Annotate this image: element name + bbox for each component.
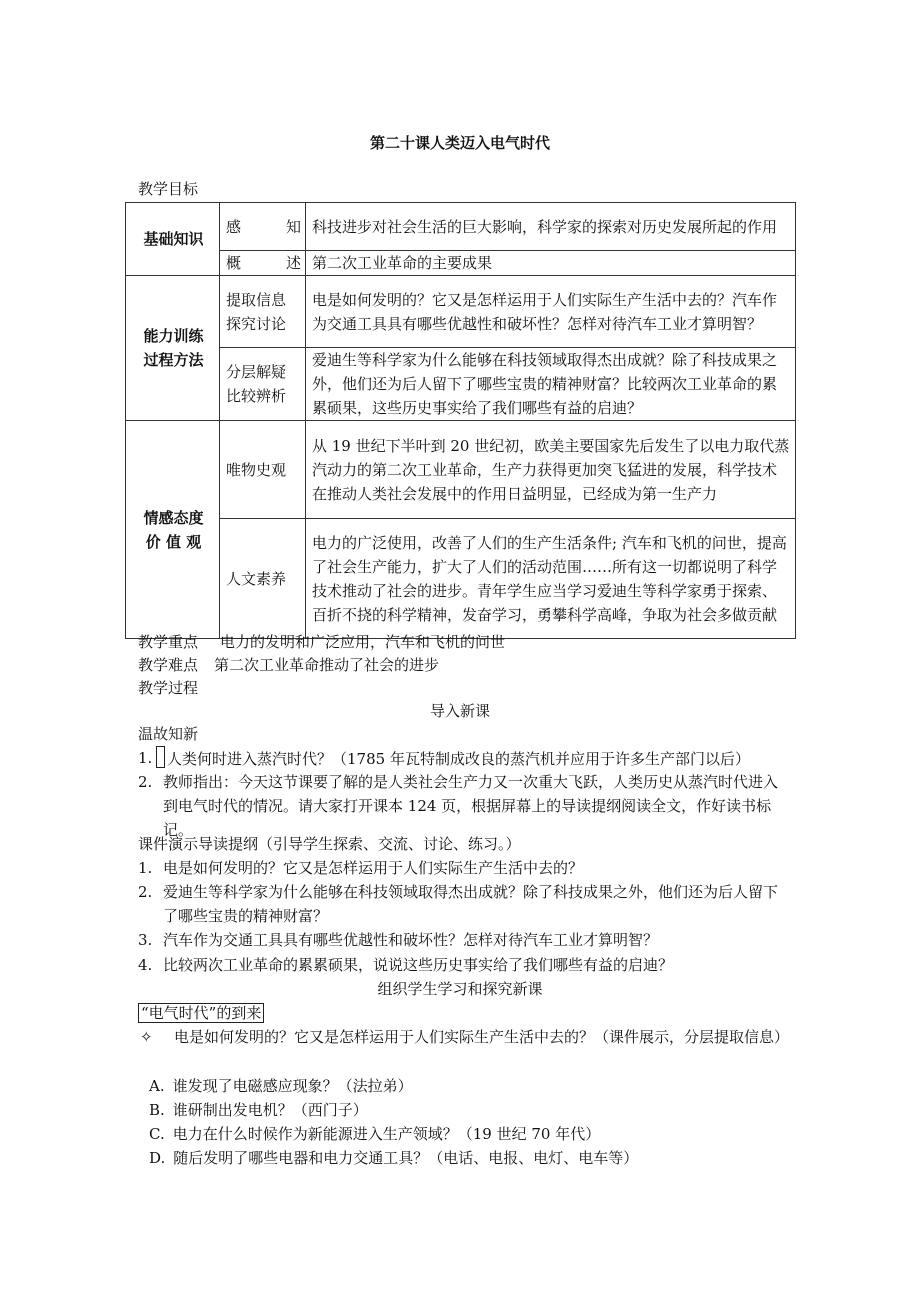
item-text: 电是如何发明的？它又是怎样运用于人们实际生产生活中去的？ [163, 859, 584, 877]
list-item [138, 928, 788, 952]
list-item [149, 1074, 413, 1098]
item-number: B. [149, 1101, 165, 1119]
category-ability [126, 276, 220, 421]
section-title: “电气时代”的到来 [138, 1003, 264, 1023]
main-question: 电是如何发明的？它又是怎样运用于人们实际生产生活中去的？（课件展示，分层提取信息） [174, 1028, 790, 1046]
item-text: 谁发现了电磁感应现象？（法拉弟） [172, 1077, 413, 1095]
list-item [138, 880, 788, 928]
item-number: 4. [138, 956, 153, 974]
item-text: 爱迪生等科学家为什么能够在科技领域取得杰出成就？除了科技成果之外，他们还为后人留下了哪些宝贵的精神财富？ [163, 883, 779, 925]
category-basic: 基础知识 [126, 203, 220, 276]
label-line: 分层解疑 [226, 363, 287, 381]
row-label: 人文素养 [220, 519, 306, 639]
list-item [138, 953, 788, 977]
category-line: 过程方法 [143, 351, 204, 369]
section-box [138, 1001, 264, 1025]
item-text: 随后发明了哪些电器和电力交通工具？（电话、电报、电灯、电车等） [173, 1149, 639, 1167]
item-number: 3. [138, 931, 153, 949]
row-label [220, 276, 306, 348]
item-number: A. [149, 1077, 165, 1095]
difficulty [138, 653, 439, 677]
key-points-label: 教学重点 [138, 633, 199, 651]
row-content: 从 19 世纪下半叶到 20 世纪初，欧美主要国家先后发生了以电力取代蒸汽动力的第二次工业革命，生产力获得更加突飞猛进的发展，科学技术在推动人类社会发展中的作用日益明显，已经成为第一生产力 [306, 421, 796, 519]
table-row [126, 519, 796, 639]
list-item [149, 1098, 368, 1122]
list-item [138, 856, 788, 880]
item-number: C. [149, 1125, 165, 1143]
item-number: D. [149, 1149, 166, 1167]
row-label [220, 348, 306, 421]
diamond-bullet-icon: ✧ [140, 1028, 153, 1046]
objectives-table [125, 202, 796, 639]
item-text: 电力在什么时候作为新能源进入生产领域？（19 世纪 70 年代） [172, 1125, 601, 1143]
list-item [138, 746, 788, 771]
label-line: 比较辨析 [226, 387, 287, 405]
category-line: 能力训练 [143, 327, 204, 345]
outline-label: 课件演示导读提纲（引导学生探索、交流、讨论、练习。） [138, 835, 521, 853]
label-line: 提取信息 [226, 290, 287, 309]
item-number: 1. [138, 859, 153, 877]
category-line: 情感态度 [143, 508, 204, 527]
table-row [126, 276, 796, 348]
item-text: 比较两次工业革命的累累硕果，说说这些历史事实给了我们哪些有益的启迪？ [163, 956, 674, 974]
row-content: 电力的广泛使用，改善了人们的生产生活条件; 汽车和飞机的问世，提高了社会生产能力，扩大了人们的活动范围……所有这一切都说明了科学技术推动了社会的进步。青年学生应当学习爱迪生等科学家勇于探索、百折不挠的科学精神，发奋学习，勇攀科学高峰，争取为社会多做贡献 [306, 519, 796, 639]
row-content: 电是如何发明的？它又是怎样运用于人们实际生产生活中去的？汽车作为交通工具具有哪些优越性和破坏性？怎样对待汽车工业才算明智？ [306, 276, 796, 348]
item-text: 教师指出：今天这节课要了解的是人类社会生产力又一次重大飞跃，人类历史从蒸汽时代进入到电气时代的情况。请大家打开课本 124 页，根据屏幕上的导读提纲阅读全文，作好读书标记。 [163, 773, 779, 839]
row-label: 唯物史观 [220, 421, 306, 519]
label-line: 探究讨论 [226, 314, 287, 333]
difficulty-label: 教学难点 [138, 656, 199, 674]
row-content: 爱迪生等科学家为什么能够在科技领域取得杰出成就？除了科技成果之外，他们还为后人留下了哪些宝贵的精神财富？比较两次工业革命的累累硕果，这些历史事实给了我们哪些有益的启迪？ [306, 348, 796, 421]
item-text: 人类何时进入蒸汽时代？（1785 年瓦特制成改良的蒸汽机并应用于许多生产部门以后） [167, 750, 750, 768]
row-content: 科技进步对社会生活的巨大影响，科学家的探索对历史发展所起的作用 [306, 203, 796, 251]
row-label: 概 述 [220, 251, 306, 276]
table-row [126, 348, 796, 421]
row-label: 感 知 [220, 203, 306, 251]
objectives-label: 教学目标 [138, 180, 199, 198]
list-item [149, 1146, 638, 1170]
category-emotion [126, 421, 220, 639]
list-item [149, 1122, 600, 1146]
item-number: 2. [138, 773, 153, 791]
item-text: 汽车作为交通工具具有哪些优越性和破坏性？怎样对待汽车工业才算明智？ [163, 931, 659, 949]
lesson-title: 第二十课人类迈入电气时代 [369, 134, 550, 152]
key-points-text: 电力的发明和广泛应用，汽车和飞机的问世 [220, 633, 506, 651]
item-number: 1. [138, 749, 153, 767]
new-lesson-heading: 组织学生学习和探究新课 [377, 980, 543, 998]
cursor-box [156, 746, 165, 768]
table-row [126, 251, 796, 276]
table-row [126, 203, 796, 251]
intro-heading: 导入新课 [429, 702, 490, 720]
item-number: 2. [138, 883, 153, 901]
category-line: 价 值 观 [145, 532, 202, 551]
table-row [126, 421, 796, 519]
key-points [138, 630, 505, 654]
process-label: 教学过程 [138, 679, 199, 697]
item-text: 谁研制出发电机？（西门子） [172, 1101, 368, 1119]
review-label: 温故知新 [138, 725, 199, 743]
row-content: 第二次工业革命的主要成果 [306, 251, 796, 276]
difficulty-text: 第二次工业革命推动了社会的进步 [214, 656, 440, 674]
